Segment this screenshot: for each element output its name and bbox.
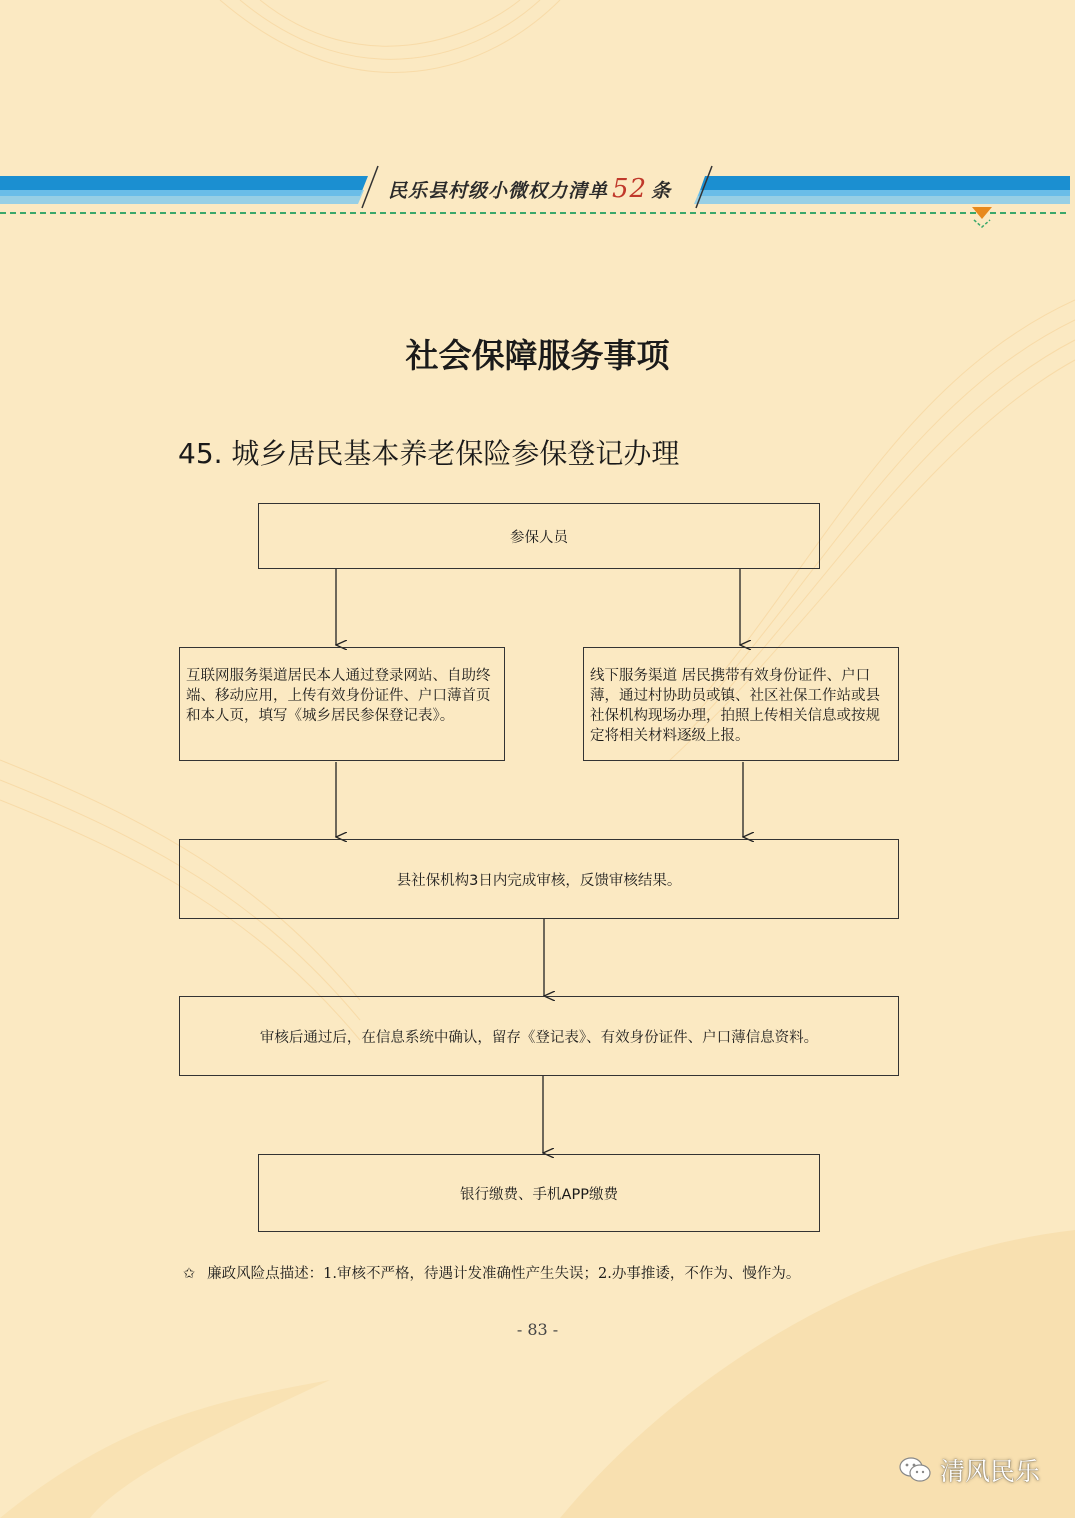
box-review — [179, 839, 899, 919]
header-title-number: 52 — [612, 174, 648, 204]
risk-note-text: 廉政风险点描述：1.审核不严格，待遇计发准确性产生失误；2.办事推诿，不作为、慢作为。 — [207, 1266, 801, 1282]
box-review-text: 县社保机构3日内完成审核，反馈审核结果。 — [396, 872, 682, 889]
box-applicant — [258, 503, 820, 569]
box-applicant-text: 参保人员 — [510, 529, 568, 546]
box-confirm — [179, 996, 899, 1076]
section-title: 社会保障服务事项 — [405, 336, 670, 375]
header-title-suffix: 条 — [651, 179, 672, 202]
box-online-channel — [179, 647, 505, 761]
box-online-channel-text: 互联网服务渠道居民本人通过登录网站、自助终端、移动应用，上传有效身份证件、户口薄首页和本人页，填写《城乡居民参保登记表》。 — [186, 668, 491, 724]
page-number: - 83 - — [516, 1320, 559, 1339]
watermark-text: 清风民乐 — [940, 1457, 1041, 1486]
wechat-icon — [898, 1456, 932, 1484]
box-payment — [258, 1154, 820, 1232]
box-confirm-text: 审核后通过后，在信息系统中确认，留存《登记表》、有效身份证件、户口薄信息资料。 — [259, 1029, 819, 1046]
box-payment-text: 银行缴费、手机APP缴费 — [460, 1186, 618, 1203]
risk-note — [183, 1262, 800, 1283]
item-title: 45. 城乡居民基本养老保险参保登记办理 — [178, 437, 680, 470]
box-offline-channel — [583, 647, 899, 761]
box-offline-channel-text: 线下服务渠道 居民携带有效身份证件、户口薄，通过村协助员或镇、社区社保工作站或县社保机构现场办理，拍照上传相关信息或按规定将相关材料逐级上报。 — [590, 668, 880, 744]
star-icon: ✩ — [183, 1266, 196, 1282]
header-title — [388, 172, 688, 206]
watermark — [898, 1452, 1040, 1488]
header-title-prefix: 民乐县村级小微权力清单 — [388, 179, 609, 202]
